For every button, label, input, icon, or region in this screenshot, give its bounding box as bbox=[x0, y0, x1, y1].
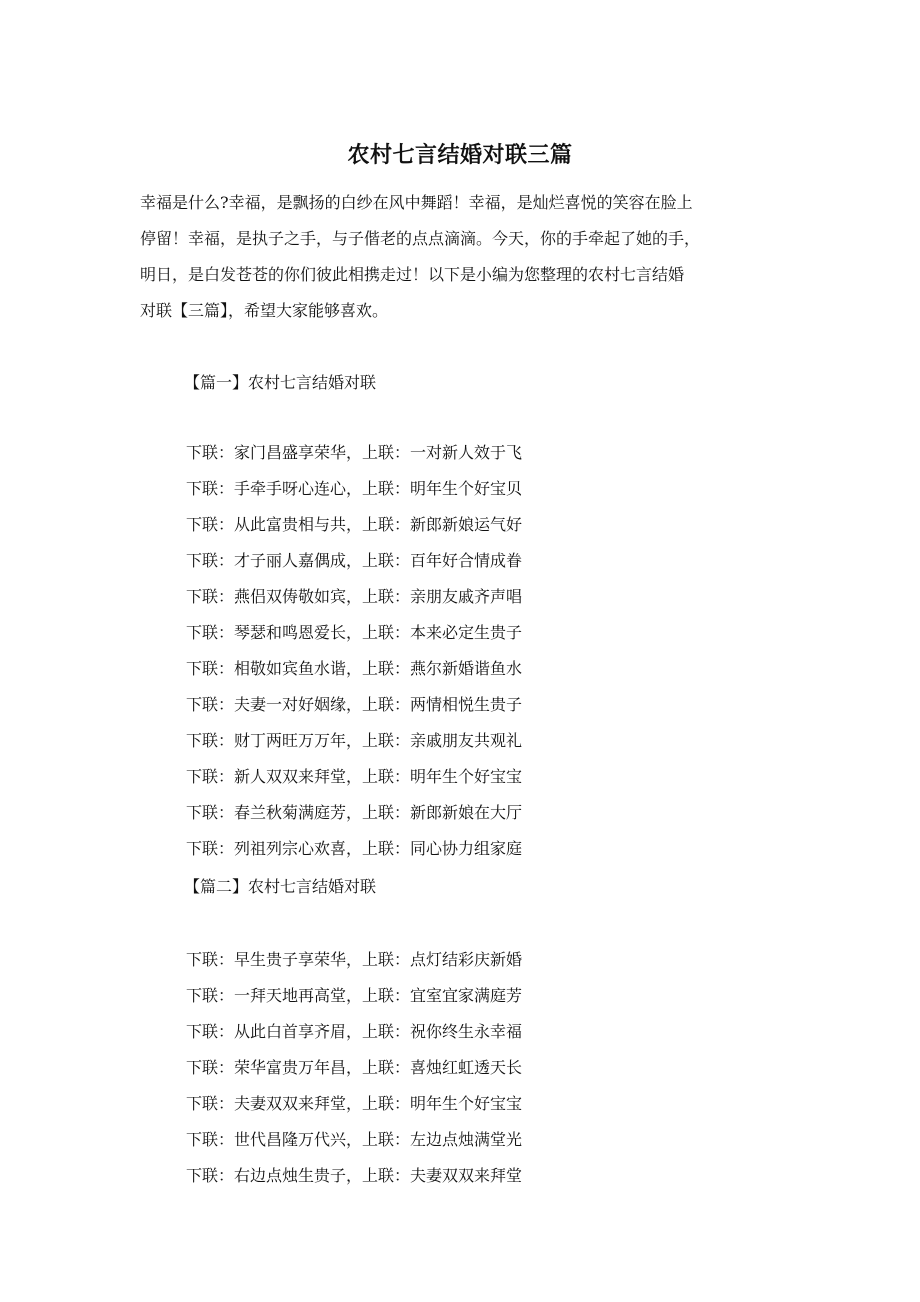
couplet-line: 下联：世代昌隆万代兴，上联：左边点烛满堂光 bbox=[186, 1130, 523, 1149]
couplet-line: 下联：从此富贵相与共，上联：新郎新娘运气好 bbox=[186, 515, 523, 534]
couplet-line: 下联：一拜天地再高堂，上联：宜室宜家满庭芳 bbox=[186, 986, 523, 1005]
couplet-line: 下联：列祖列宗心欢喜，上联：同心协力组家庭 bbox=[186, 839, 523, 858]
intro-line: 停留！幸福，是执子之手，与子偕老的点点滴滴。今天，你的手牵起了她的手， bbox=[140, 229, 701, 248]
couplet-line: 下联：财丁两旺万万年，上联：亲戚朋友共观礼 bbox=[186, 731, 523, 750]
couplet-line: 下联：春兰秋菊满庭芳，上联：新郎新娘在大厅 bbox=[186, 803, 523, 822]
section-heading-2: 【篇二】农村七言结婚对联 bbox=[184, 877, 377, 896]
couplet-line: 下联：手牵手呀心连心，上联：明年生个好宝贝 bbox=[186, 479, 523, 498]
couplet-line: 下联：夫妻双双来拜堂，上联：明年生个好宝宝 bbox=[186, 1094, 523, 1113]
couplet-line: 下联：早生贵子享荣华，上联：点灯结彩庆新婚 bbox=[186, 950, 523, 969]
couplet-line: 下联：家门昌盛享荣华，上联：一对新人效于飞 bbox=[186, 443, 523, 462]
intro-line: 幸福是什么?幸福，是飘扬的白纱在风中舞蹈！幸福，是灿烂喜悦的笑容在脸上 bbox=[140, 193, 693, 212]
couplet-line: 下联：夫妻一对好姻缘，上联：两情相悦生贵子 bbox=[186, 695, 523, 714]
couplet-line: 下联：右边点烛生贵子，上联：夫妻双双来拜堂 bbox=[186, 1166, 523, 1185]
couplet-list-1 bbox=[186, 435, 522, 867]
document-title: 农村七言结婚对联三篇 bbox=[347, 142, 573, 168]
couplet-list-2 bbox=[186, 942, 522, 1194]
couplet-line: 下联：从此白首享齐眉，上联：祝你终生永幸福 bbox=[186, 1022, 523, 1041]
couplet-line: 下联：新人双双来拜堂，上联：明年生个好宝宝 bbox=[186, 767, 523, 786]
couplet-line: 下联：相敬如宾鱼水谐，上联：燕尔新婚谐鱼水 bbox=[186, 659, 523, 678]
couplet-line: 下联：荣华富贵万年昌，上联：喜烛红虹透天长 bbox=[186, 1058, 523, 1077]
couplet-line: 下联：燕侣双俦敬如宾，上联：亲朋友戚齐声唱 bbox=[186, 587, 523, 606]
intro-line: 对联【三篇】，希望大家能够喜欢。 bbox=[140, 301, 389, 320]
section-heading-1: 【篇一】农村七言结婚对联 bbox=[184, 373, 377, 392]
couplet-line: 下联：才子丽人嘉偶成，上联：百年好合情成眷 bbox=[186, 551, 523, 570]
intro-line: 明日，是白发苍苍的你们彼此相携走过！以下是小编为您整理的农村七言结婚 bbox=[140, 265, 685, 284]
intro-paragraph bbox=[140, 185, 785, 329]
couplet-line: 下联：琴瑟和鸣恩爱长，上联：本来必定生贵子 bbox=[186, 623, 523, 642]
